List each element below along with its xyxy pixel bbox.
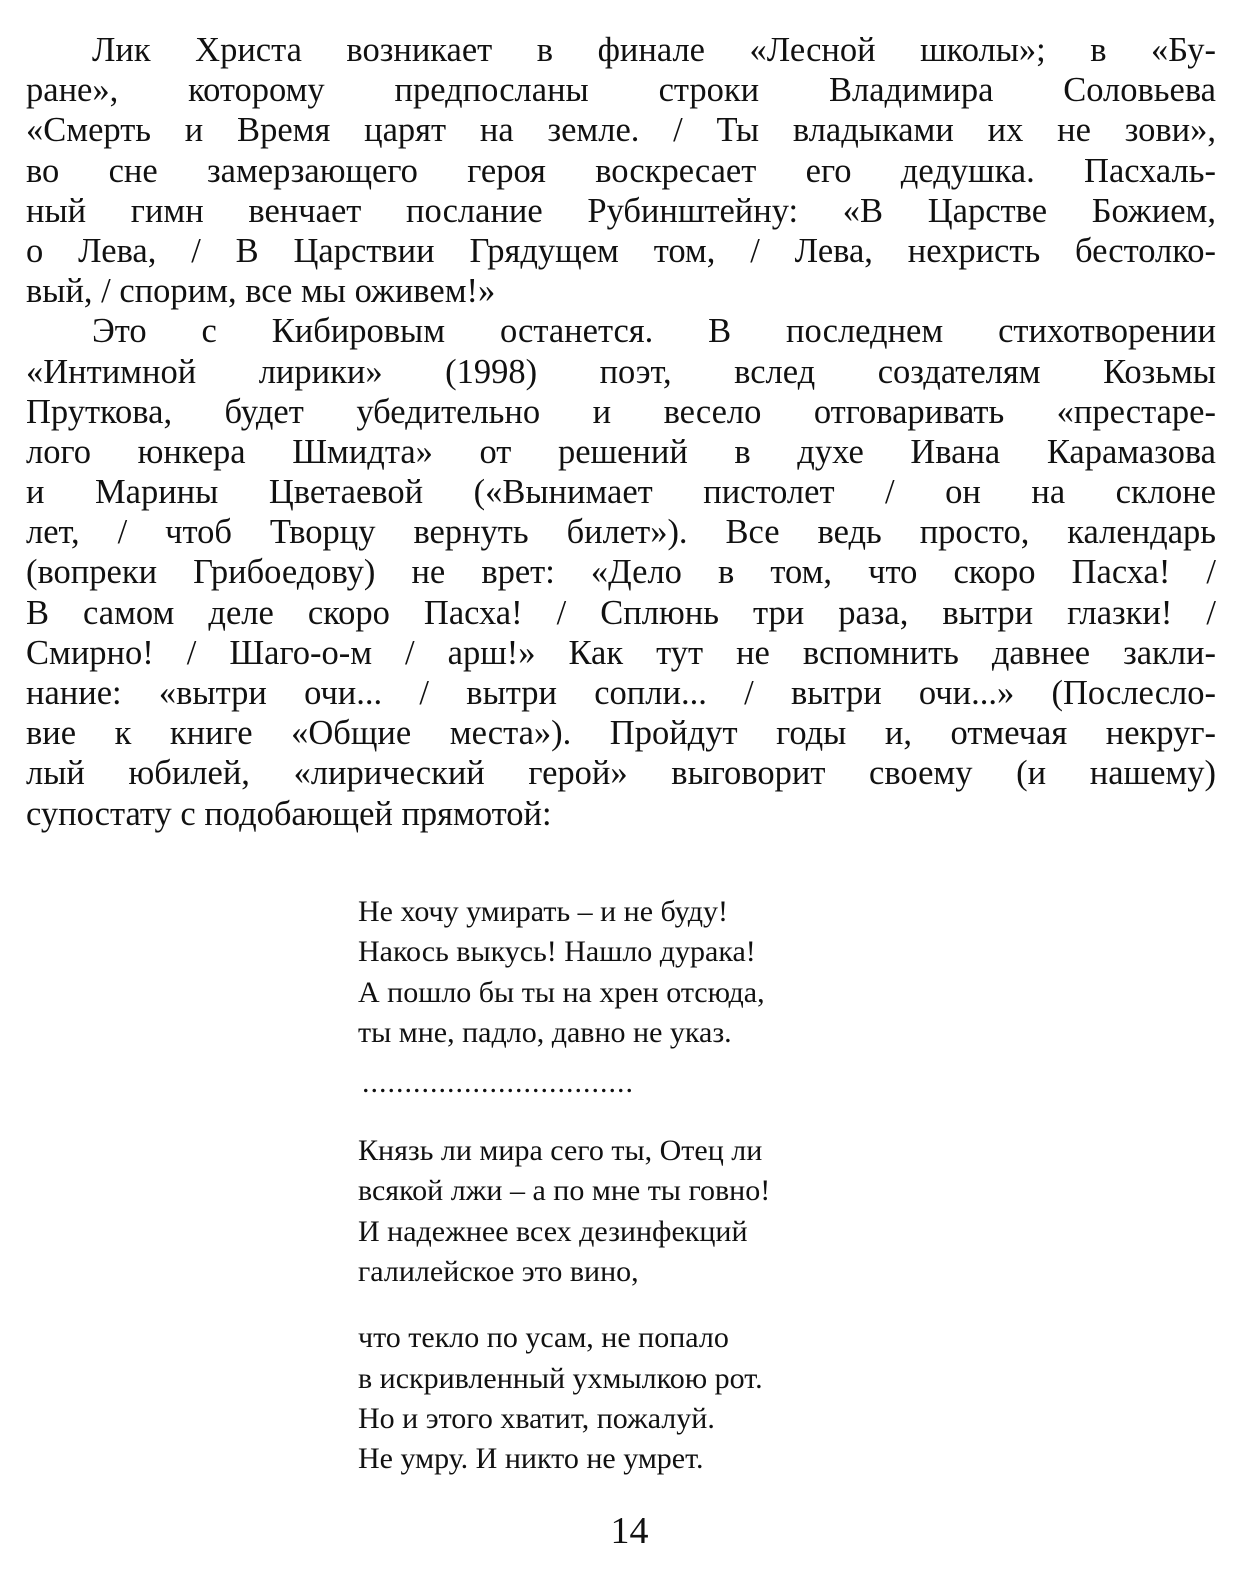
- prose-text: [26, 30, 1216, 834]
- poem-stanza-2: [358, 1131, 918, 1292]
- text-line: Пруткова, будет убедительно и весело отговаривать «престаре-: [26, 392, 1216, 431]
- text-line: ране», которому предпосланы строки Владимира Соловьева: [26, 71, 1216, 110]
- poem-line: Накось выкусь! Нашло дурака!: [358, 935, 756, 969]
- text-line: Смирно! / Шаго-о-м / арш!» Как тут не вспомнить давнее закли-: [26, 633, 1216, 672]
- text-line: нание: «вытри очи... / вытри сопли... / вытри очи...» (Послесло-: [26, 674, 1216, 712]
- text-line: о Лева, / В Царствии Грядущем том, / Лева, нехристь бестолко-: [26, 231, 1216, 270]
- poem-ellipsis: ................................: [362, 1066, 634, 1100]
- text-line: супостату с подобающей прямотой:: [26, 794, 552, 833]
- text-line: вие к книге «Общие места»). Пройдут годы и, отмечая некруг-: [26, 714, 1216, 753]
- text-line: «Интимной лирики» (1998) поэт, вслед создателям Козьмы: [26, 352, 1216, 391]
- text-line: лый юбилей, «лирический герой» выговорит своему (и нашему): [26, 754, 1216, 793]
- poem-line: А пошло бы ты на хрен отсюда,: [358, 975, 765, 1009]
- poem-line: что текло по усам, не попало: [358, 1321, 729, 1355]
- poem-line: ты мне, падло, давно не указ.: [358, 1015, 732, 1049]
- poem-line: всякой лжи – а по мне ты говно!: [358, 1174, 771, 1208]
- text-line: «Смерть и Время царят на земле. / Ты владыками их не зови»,: [26, 111, 1216, 150]
- poem-line: Но и этого хватит, пожалуй.: [358, 1401, 715, 1435]
- poem-line: галилейское это вино,: [358, 1255, 639, 1289]
- text-line: (вопреки Грибоедову) не врет: «Дело в том, что скоро Пасха! /: [26, 553, 1216, 592]
- text-line: ный гимн венчает послание Рубинштейну: «В Царстве Божием,: [26, 191, 1216, 230]
- poem-quote: [358, 892, 918, 1506]
- page-number: 14: [610, 1510, 649, 1552]
- poem-line: И надежнее всех дезинфекций: [358, 1214, 748, 1248]
- text-line: и Марины Цветаевой («Вынимает пистолет / он на склоне: [26, 473, 1216, 512]
- poem-line: в искривленный ухмылкою рот.: [358, 1361, 763, 1395]
- poem-line: Не хочу умирать – и не буду!: [358, 895, 729, 928]
- text-line: во сне замерзающего героя воскресает его дедушка. Пасхаль-: [26, 151, 1216, 190]
- poem-stanza-3: [358, 1318, 918, 1479]
- text-line: лет, / чтоб Творцу вернуть билет»). Все ведь просто, календарь: [26, 513, 1216, 552]
- text-line: Лик Христа возникает в финале «Лесной школы»; в «Бу-: [92, 31, 1216, 69]
- text-line: В самом деле скоро Пасха! / Сплюнь три раза, вытри глазки! /: [26, 593, 1216, 632]
- text-line: лого юнкера Шмидта» от решений в духе Ивана Карамазова: [26, 432, 1216, 471]
- poem-stanza-1: [358, 892, 918, 1053]
- poem-line: Князь ли мира сего ты, Отец ли: [358, 1134, 763, 1168]
- poem-line: Не умру. И никто не умрет.: [358, 1442, 704, 1476]
- text-line: Это с Кибировым останется. В последнем стихотворении: [92, 312, 1216, 351]
- text-line: вый, / спорим, все мы оживем!»: [26, 272, 496, 311]
